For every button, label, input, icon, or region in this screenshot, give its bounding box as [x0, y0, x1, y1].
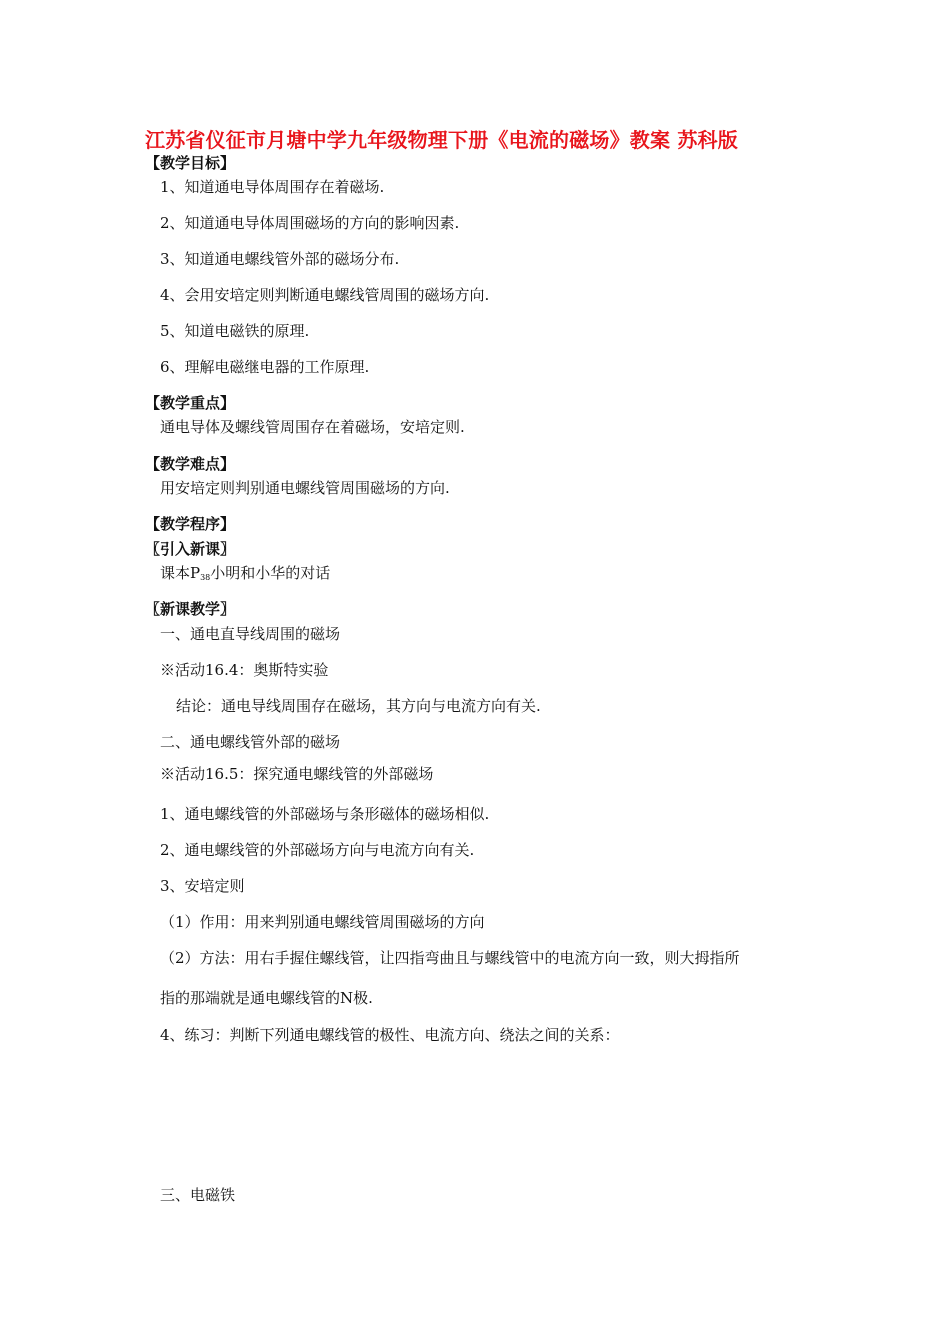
objective-item: 4、会用安培定则判断通电螺线管周围的磁场方向. [160, 286, 490, 304]
intro-text [160, 563, 330, 588]
activity-line: ※活动16.5：探究通电螺线管的外部磁场 [160, 765, 434, 783]
section-heading: 三、电磁铁 [160, 1186, 236, 1204]
section-heading: 二、通电螺线管外部的磁场 [160, 733, 341, 751]
conclusion-line: 结论：通电导线周围存在磁场，其方向与电流方向有关. [176, 697, 541, 715]
objective-item: 2、知道通电导体周围磁场的方向的影响因素. [160, 214, 460, 232]
intro-suffix: 小明和小华的对话 [210, 564, 331, 582]
content-line: 2、通电螺线管的外部磁场方向与电流方向有关. [160, 841, 475, 859]
content-line: （2）方法：用右手握住螺线管，让四指弯曲且与螺线管中的电流方向一致，则大拇指所 [160, 949, 740, 967]
difficulties-text: 用安培定则判别通电螺线管周围磁场的方向. [160, 479, 450, 497]
key-points-text: 通电导体及螺线管周围存在着磁场，安培定则. [160, 418, 465, 436]
content-line: （1）作用：用来判别通电螺线管周围磁场的方向 [160, 913, 485, 931]
exercise-line: 4、练习：判断下列通电螺线管的极性、电流方向、绕法之间的关系： [160, 1026, 620, 1044]
document-title: 江苏省仪征市月塘中学九年级物理下册《电流的磁场》教案 苏科版 [145, 128, 738, 152]
objective-item: 5、知道电磁铁的原理. [160, 322, 310, 340]
activity-line: ※活动16.4：奥斯特实验 [160, 661, 329, 679]
intro-prefix: 课本P [160, 564, 201, 582]
section-heading: 一、通电直导线周围的磁场 [160, 625, 341, 643]
difficulties-heading: 【教学难点】 [145, 455, 236, 473]
procedure-heading: 【教学程序】 [145, 515, 236, 533]
intro-page-number: 38 [200, 573, 211, 582]
content-line: 3、安培定则 [160, 877, 245, 895]
content-line: 1、通电螺线管的外部磁场与条形磁体的磁场相似. [160, 805, 490, 823]
new-lesson-heading: 〖新课教学〗 [145, 600, 236, 618]
content-line: 指的那端就是通电螺线管的N极. [160, 989, 373, 1007]
objectives-heading: 【教学目标】 [145, 154, 236, 172]
objective-item: 3、知道通电螺线管外部的磁场分布. [160, 250, 400, 268]
objective-item: 6、理解电磁继电器的工作原理. [160, 358, 370, 376]
intro-heading: 〖引入新课〗 [145, 540, 236, 558]
objective-item: 1、知道通电导体周围存在着磁场. [160, 178, 385, 196]
key-points-heading: 【教学重点】 [145, 394, 236, 412]
